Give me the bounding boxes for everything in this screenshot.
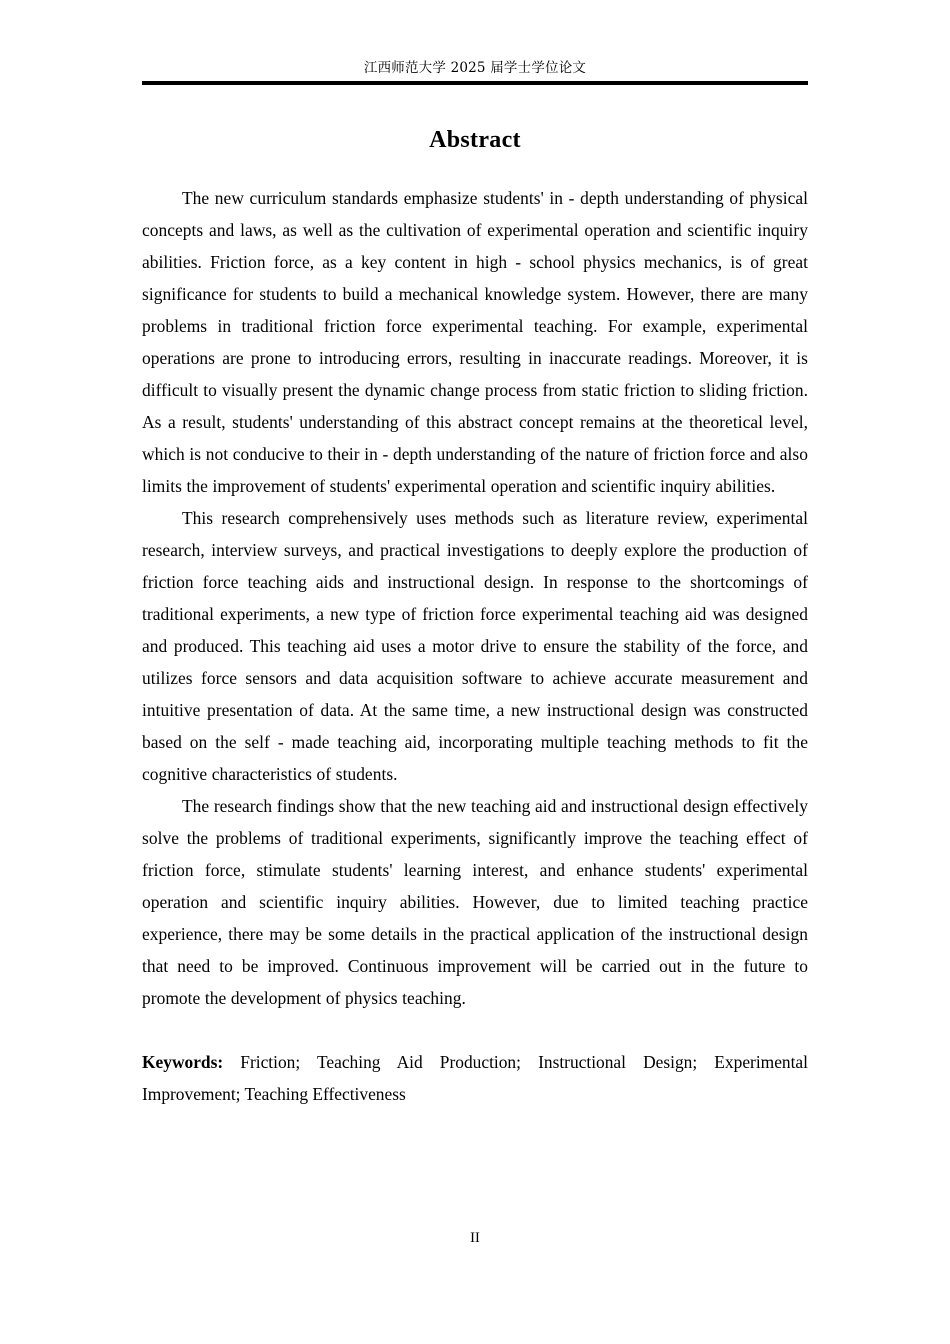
abstract-paragraph: This research comprehensively uses methods such as literature review, experimental research, interview surveys, and practical investigations to deeply explore the production of friction force teaching aids and instructional design. In response to the shortcomings of traditional experiments, a new type of friction force experimental teaching aid was designed and produced. This teaching aid uses a motor drive to ensure the stability of the force, and utilizes force sensors and data acquisition software to achieve accurate measurement and intuitive presentation of data. At the same time, a new instructional design was constructed based on the self - made teaching aid, incorporating multiple teaching methods to fit the cognitive characteristics of students.	[142, 508, 808, 784]
keywords-value: Friction; Teaching Aid Production; Instructional Design; Experimental Improvement; Teaching Effectiveness	[142, 1052, 808, 1104]
abstract-body	[142, 182, 808, 1110]
keywords-label: Keywords:	[142, 1052, 224, 1072]
header-divider-rule	[142, 81, 808, 85]
page-header	[142, 58, 808, 85]
abstract-paragraph: The research findings show that the new teaching aid and instructional design effectively solve the problems of traditional experiments, significantly improve the teaching effect of friction force, stimulate students' learning interest, and enhance students' experimental operation and scientific inquiry abilities. However, due to limited teaching practice experience, there may be some details in the practical application of the instructional design that need to be improved. Continuous improvement will be carried out in the future to promote the development of physics teaching.	[142, 796, 808, 1008]
keywords-section	[142, 1046, 808, 1110]
abstract-paragraph: The new curriculum standards emphasize students' in - depth understanding of physical concepts and laws, as well as the cultivation of experimental operation and scientific inquiry abilities. Friction force, as a key content in high - school physics mechanics, is of great significance for students to build a mechanical knowledge system. However, there are many problems in traditional friction force experimental teaching. For example, experimental operations are prone to introducing errors, resulting in inaccurate readings. Moreover, it is difficult to visually present the dynamic change process from static friction to sliding friction. As a result, students' understanding of this abstract concept remains at the theoretical level, which is not conducive to their in - depth understanding of the nature of friction force and also limits the improvement of students' experimental operation and scientific inquiry abilities.	[142, 188, 808, 496]
running-header-title: 江西师范大学 2025 届学士学位论文	[363, 60, 587, 76]
page-title: Abstract	[429, 127, 521, 153]
page-number-footer: II	[470, 1230, 480, 1246]
